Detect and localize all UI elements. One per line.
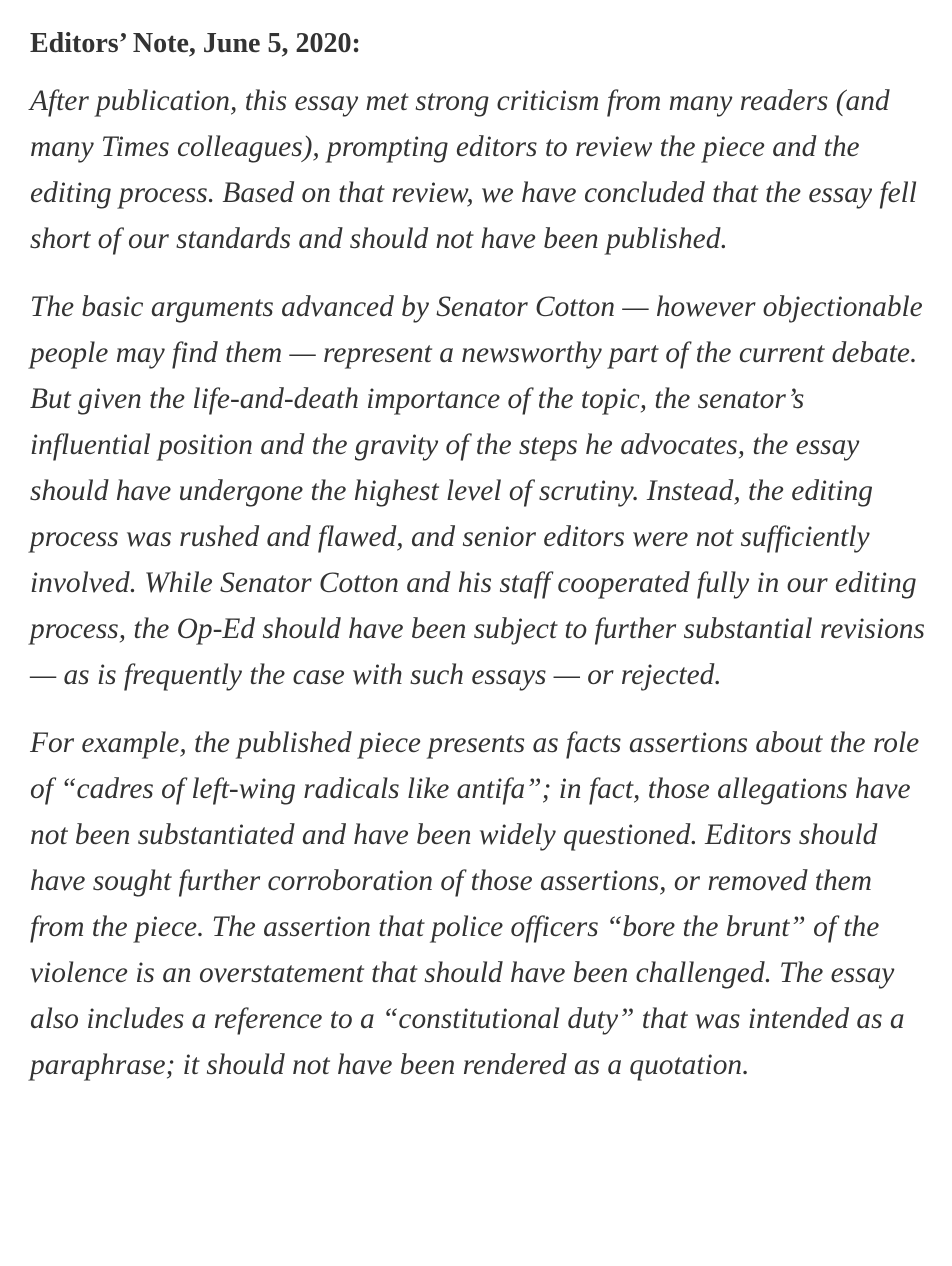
editors-note-heading: Editors’ Note, June 5, 2020: [30,28,361,59]
note-paragraph-3: For example, the published piece presents as facts assertions about the role of “cadres of left-wing radicals like antifa”; in fact, those allegations have not been substantiated and have been widely questioned. Editors should have sought further corroboration of those assertions, or removed them from the piece. The assertion that police officers “bore the brunt” of the violence is an overstatement that should have been challenged. The essay also includes a reference to a “constitutional duty” that was intended as a paraphrase; it should not have been rendered as a quotation. [30,727,920,1081]
note-paragraph-2: The basic arguments advanced by Senator Cotton — however objectionable people may find them — represent a newsworthy part of the current debate. But given the life-and-death importance of the topic, the senator’s influential position and the gravity of the steps he advocates, the essay should have undergone the highest level of scrutiny. Instead, the editing process was rushed and flawed, and senior editors were not sufficiently involved. While Senator Cotton and his staff cooperated fully in our editing process, the Op-Ed should have been subject to further substantial revisions — as is frequently the case with such essays — or rejected. [30,291,925,691]
note-paragraph-1: After publication, this essay met strong criticism from many readers (and many Times colleagues), prompting editors to review the piece and the editing process. Based on that review, we have concluded that the essay fell short of our standards and should not have been published. [30,85,917,255]
